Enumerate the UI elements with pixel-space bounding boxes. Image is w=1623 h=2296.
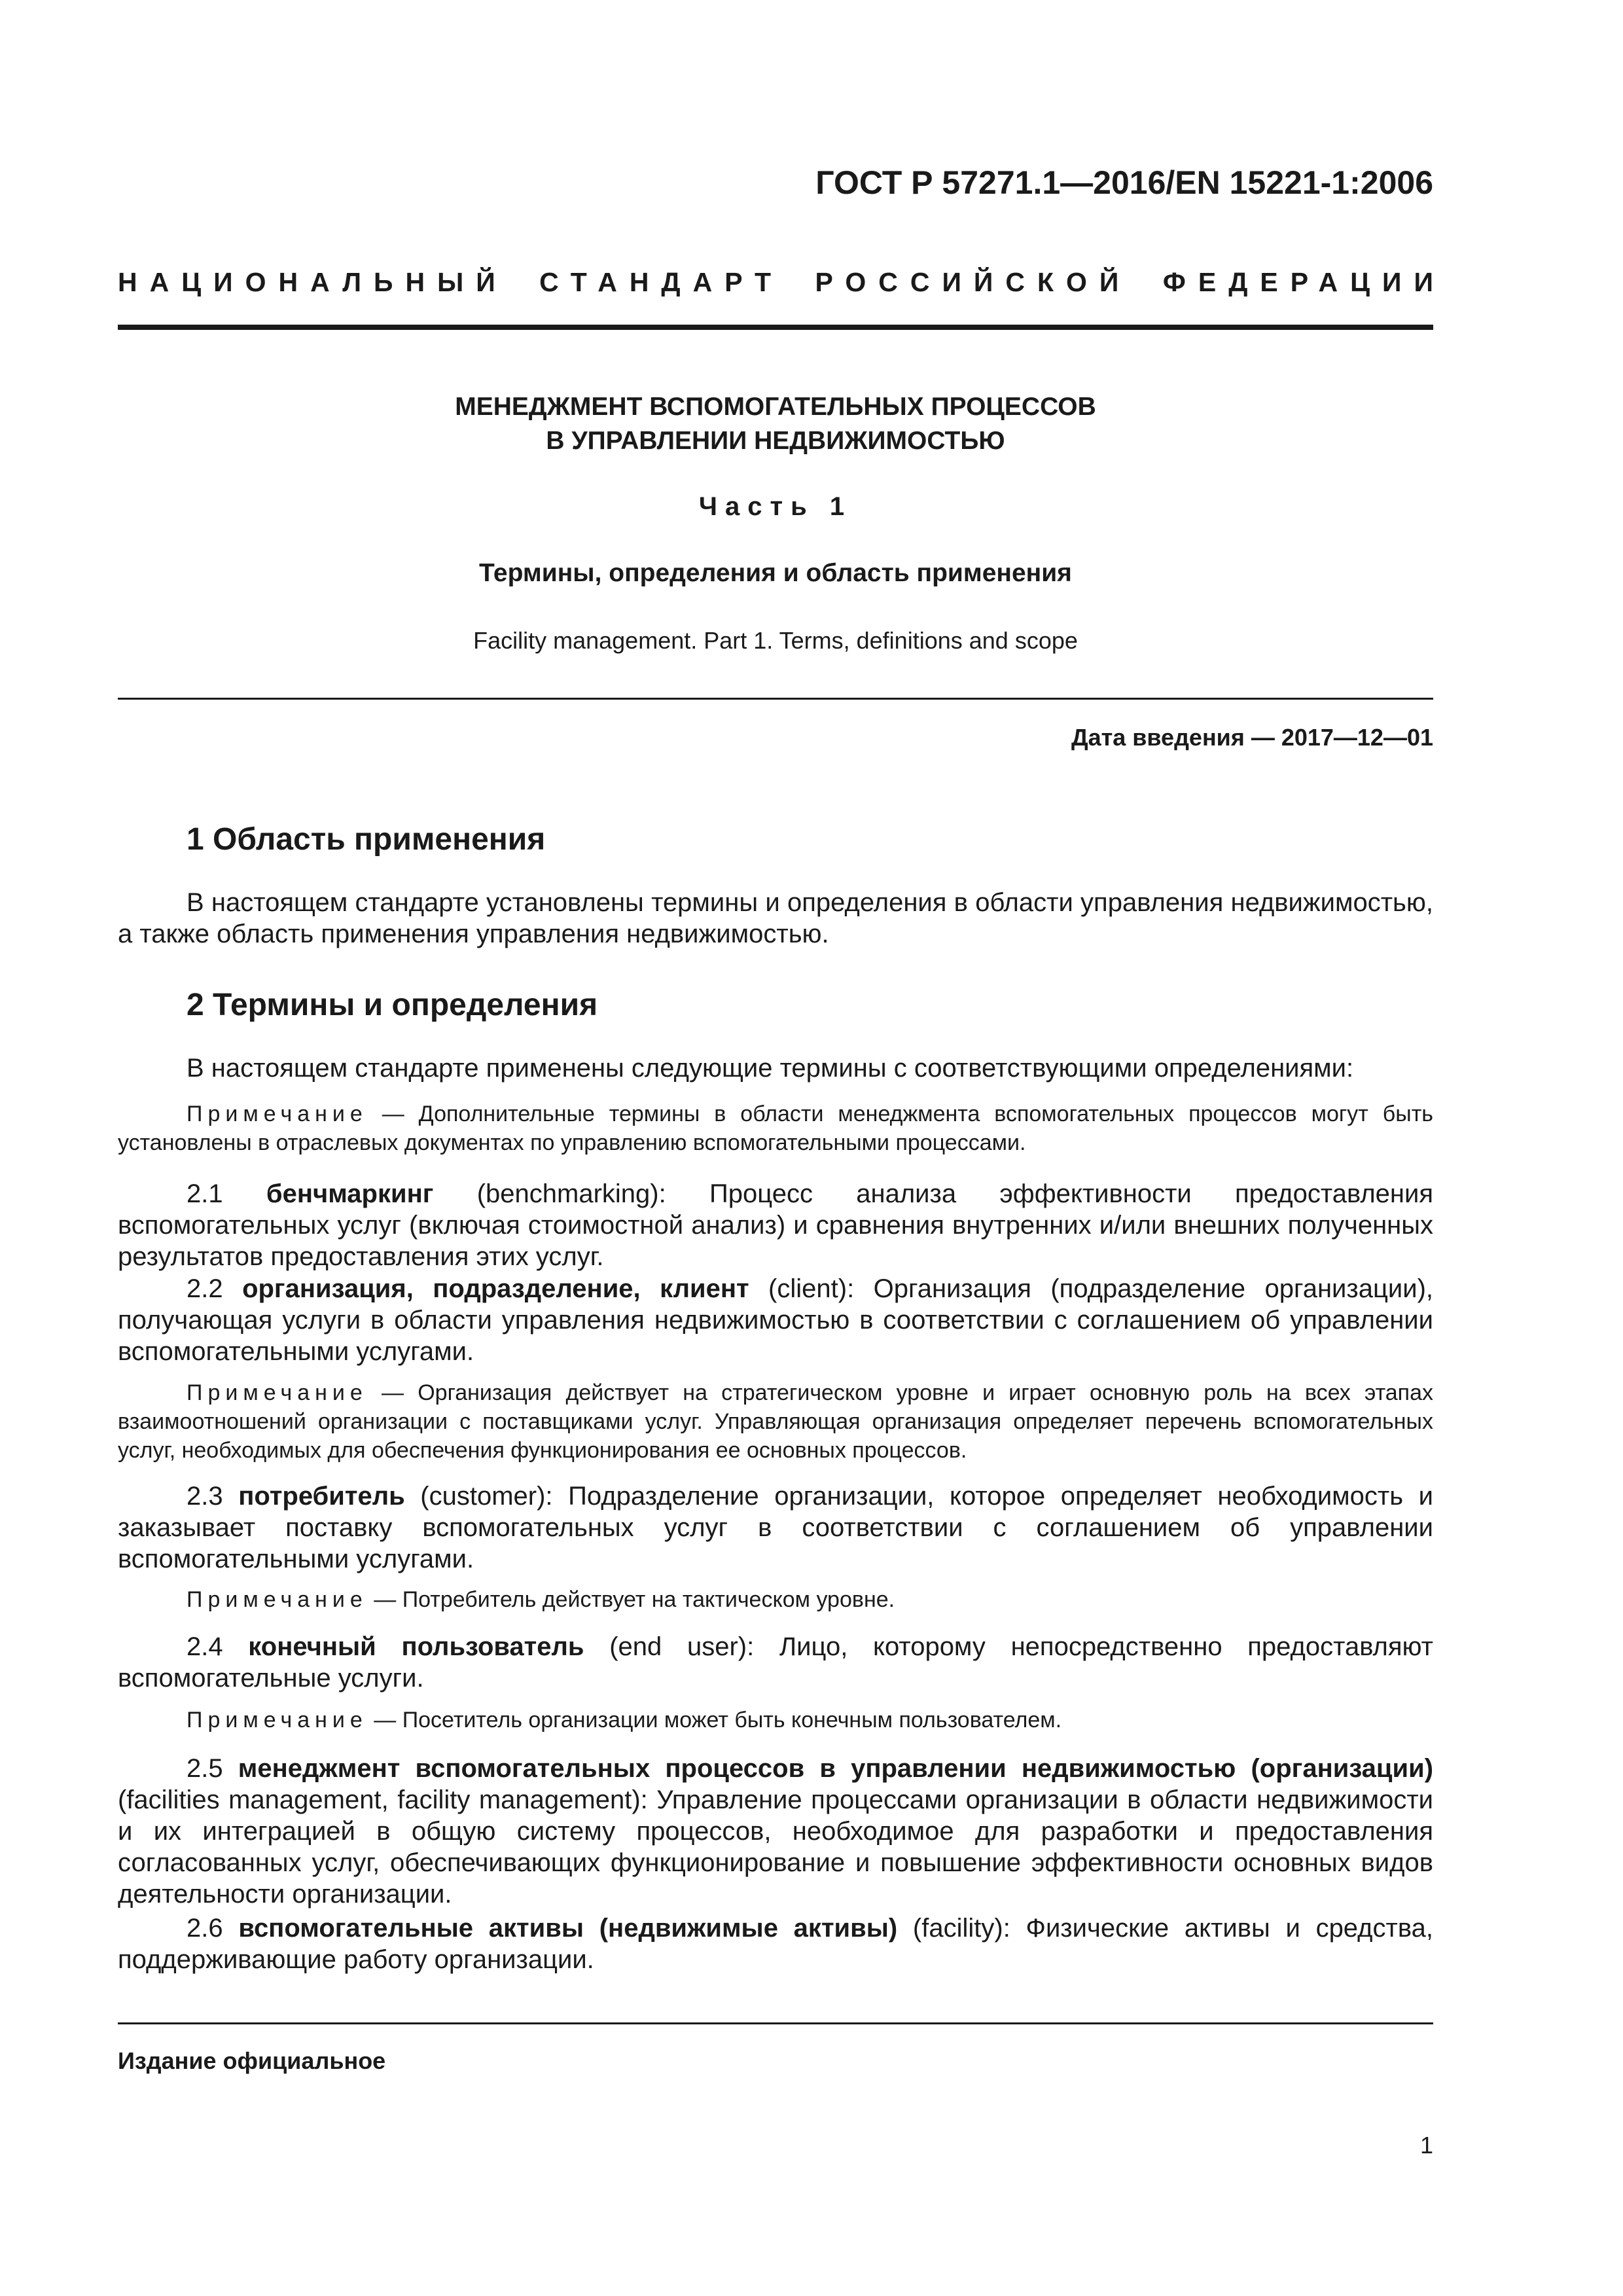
title-rule [118, 698, 1433, 700]
term-definition: (customer): Подразделение организации, которое определяет необходимость и заказывает поставку вспомогательных услуг в соответствии с соглашением об управлении вспомогательными услугами. [118, 1482, 1434, 1573]
term-name: менеджмент вспомогательных процессов в управлении недвижимостью (организации) [238, 1754, 1434, 1783]
note-label: Примечание [187, 1380, 368, 1405]
footer-rule [118, 2022, 1433, 2024]
term-definition: (facility): Физические активы и средства, поддерживающие работу организации. [118, 1914, 1433, 1974]
term-definition: (client): Организация (подразделение организации), получающая услуги в области управления недвижимостью в соответствии с соглашением об управлении вспомогательными услугами. [118, 1274, 1433, 1366]
term-number: 2.4 [187, 1632, 249, 1661]
note-text: — Посетитель организации может быть конечным пользователем. [367, 1708, 1062, 1732]
term-number: 2.6 [187, 1914, 239, 1943]
note-text: — Потребитель действует на тактическом уровне. [367, 1587, 895, 1612]
section-heading: 1 Область применения [187, 822, 546, 857]
term-definition: (end user): Лицо, которому непосредственно предоставляют вспомогательные услуги. [118, 1632, 1433, 1693]
section-body [118, 1052, 1433, 1084]
title-line: МЕНЕДЖМЕНТ ВСПОМОГАТЕЛЬНЫХ ПРОЦЕССОВ [455, 393, 1096, 421]
term-entry [118, 1753, 1433, 1910]
banner-word: НАЦИОНАЛЬНЫЙ [118, 267, 508, 297]
edition-label: Издание официальное [118, 2047, 386, 2074]
term-number: 2.2 [187, 1274, 243, 1303]
paragraph: В настоящем стандарте применены следующие термины с соответствующими определениями: [187, 1054, 1354, 1083]
note [118, 1585, 1433, 1614]
banner-word: СТАНДАРТ [539, 267, 784, 297]
section-heading: 2 Термины и определения [187, 988, 598, 1022]
term-name: потребитель [238, 1482, 405, 1511]
term-entry [118, 1273, 1433, 1367]
page-number: 1 [1419, 2132, 1433, 2159]
term-number: 2.5 [187, 1754, 238, 1783]
document-number: ГОСТ Р 57271.1—2016/EN 15221-1:2006 [815, 164, 1433, 201]
term-entry [118, 1480, 1433, 1575]
note [118, 1100, 1433, 1157]
term-name: вспомогательные активы (недвижимые активы) [238, 1914, 898, 1943]
note-label: Примечание [187, 1708, 368, 1732]
term-entry [118, 1912, 1433, 1975]
title-line: В УПРАВЛЕНИИ НЕДВИЖИМОСТЬЮ [546, 427, 1005, 455]
term-definition: (facilities management, facility management): Управление процессами организации в области недвижимости и их интеграцией в общую систему процессов, необходимое для разработки и предоставления согласованных услуг, обеспечивающих функционирование и повышение эффективности основных видов деятельности организации. [118, 1785, 1433, 1909]
term-name: бенчмаркинг [266, 1179, 434, 1208]
term-definition: (benchmarking): Процесс анализа эффективности предоставления вспомогательных услуг (включая стоимостной анализ) и сравнения внутренних и/или внешних полученных результатов предоставления этих услуг. [118, 1179, 1434, 1271]
note-label: Примечание [187, 1102, 368, 1126]
term-name: организация, подразделение, клиент [242, 1274, 749, 1303]
document-title [118, 390, 1433, 458]
term-entry [118, 1631, 1433, 1694]
header-rule [118, 325, 1433, 330]
section-body [118, 887, 1433, 950]
part-label: Часть 1 [698, 492, 853, 521]
note [118, 1378, 1433, 1465]
banner-word: ФЕДЕРАЦИИ [1162, 267, 1446, 297]
term-name: конечный пользователь [248, 1632, 584, 1661]
note-text: — Организация действует на стратегическом уровне и играет основную роль на всех этапах взаимоотношений организации с поставщиками услуг. Управляющая организация определяет перечень вспомогательных услуг, необходимых для обеспечения функционирования ее основных процессов. [118, 1380, 1433, 1463]
document-subtitle: Термины, определения и область применения [479, 559, 1072, 587]
note-label: Примечание [187, 1587, 368, 1612]
national-standard-banner [118, 267, 1446, 298]
english-title: Facility management. Part 1. Terms, definitions and scope [473, 627, 1078, 654]
introduction-date: Дата введения — 2017—12—01 [1071, 724, 1433, 751]
paragraph: В настоящем стандарте установлены термины и определения в области управления недвижимостью, а также область применения управления недвижимостью. [118, 888, 1433, 948]
term-entry [118, 1178, 1433, 1272]
note-text: — Дополнительные термины в области менеджмента вспомогательных процессов могут быть установлены в отраслевых документах по управлению вспомогательными процессами. [118, 1102, 1433, 1155]
banner-word: РОССИЙСКОЙ [815, 267, 1132, 297]
term-number: 2.3 [187, 1482, 239, 1511]
term-number: 2.1 [187, 1179, 266, 1208]
note [118, 1706, 1433, 1734]
